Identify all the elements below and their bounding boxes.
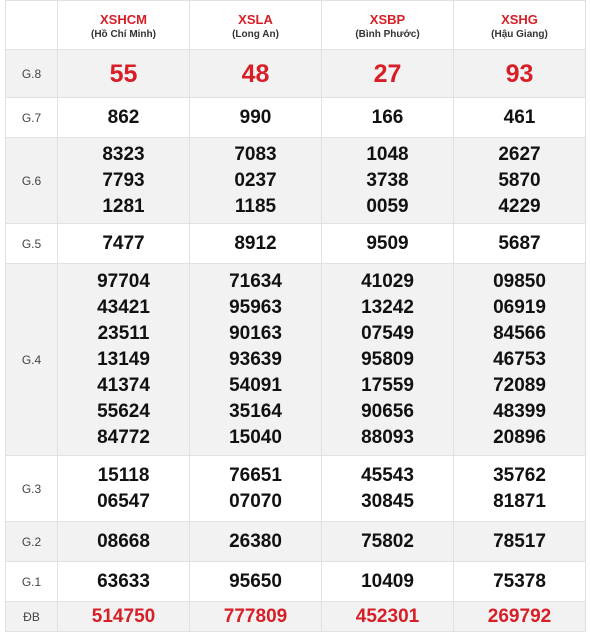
result-number: 95650 bbox=[229, 570, 282, 592]
result-number: 990 bbox=[239, 106, 272, 128]
result-cell bbox=[454, 138, 586, 224]
result-number: 06919 bbox=[493, 296, 546, 318]
result-number: 1185 bbox=[234, 195, 277, 217]
result-cell bbox=[454, 562, 586, 602]
result-cell bbox=[190, 138, 322, 224]
result-number: 84566 bbox=[493, 322, 546, 344]
result-number: 269792 bbox=[487, 605, 552, 627]
result-number: 35164 bbox=[229, 400, 282, 422]
corner-cell bbox=[6, 1, 58, 50]
result-number: 7793 bbox=[102, 169, 145, 191]
result-cell bbox=[322, 456, 454, 522]
prize-row bbox=[6, 50, 586, 98]
result-number: 97704 bbox=[97, 270, 150, 292]
province-name: (Long An) bbox=[232, 28, 279, 40]
result-cell bbox=[322, 602, 454, 632]
result-number: 5870 bbox=[498, 169, 541, 191]
prize-label: G.2 bbox=[6, 522, 58, 562]
result-number: 55624 bbox=[97, 400, 150, 422]
result-cell bbox=[454, 602, 586, 632]
result-number: 26380 bbox=[229, 530, 282, 552]
result-number: 1281 bbox=[102, 195, 145, 217]
province-name: (Hồ Chí Minh) bbox=[91, 28, 156, 40]
result-cell bbox=[454, 264, 586, 456]
result-number: 93 bbox=[505, 59, 534, 88]
result-number: 15040 bbox=[229, 426, 282, 448]
result-number: 514750 bbox=[91, 605, 156, 627]
result-cell bbox=[190, 224, 322, 264]
result-number: 90163 bbox=[229, 322, 282, 344]
province-code[interactable]: XSHCM bbox=[100, 11, 147, 27]
prize-label: G.8 bbox=[6, 50, 58, 98]
prize-row bbox=[6, 138, 586, 224]
result-cell bbox=[190, 264, 322, 456]
prize-row bbox=[6, 98, 586, 138]
result-number: 17559 bbox=[361, 374, 414, 396]
result-cell bbox=[190, 602, 322, 632]
result-number: 461 bbox=[503, 106, 536, 128]
province-code[interactable]: XSLA bbox=[238, 11, 273, 27]
result-number: 95963 bbox=[229, 296, 282, 318]
result-number: 862 bbox=[107, 106, 140, 128]
province-code[interactable]: XSHG bbox=[501, 11, 538, 27]
prize-row bbox=[6, 602, 586, 632]
result-number: 13242 bbox=[361, 296, 414, 318]
prize-label: G.1 bbox=[6, 562, 58, 602]
result-number: 09850 bbox=[493, 270, 546, 292]
result-cell bbox=[454, 456, 586, 522]
result-number: 3738 bbox=[366, 169, 409, 191]
result-number: 71634 bbox=[229, 270, 282, 292]
result-number: 08668 bbox=[97, 530, 150, 552]
prize-label: G.6 bbox=[6, 138, 58, 224]
result-number: 46753 bbox=[493, 348, 546, 370]
province-header-hcm[interactable] bbox=[58, 1, 190, 50]
results-table bbox=[5, 0, 586, 632]
result-cell bbox=[58, 50, 190, 98]
result-number: 54091 bbox=[229, 374, 282, 396]
prize-row bbox=[6, 264, 586, 456]
result-cell bbox=[58, 522, 190, 562]
result-number: 15118 bbox=[97, 464, 150, 486]
result-number: 93639 bbox=[229, 348, 282, 370]
result-number: 41374 bbox=[97, 374, 150, 396]
result-cell bbox=[322, 562, 454, 602]
result-number: 9509 bbox=[366, 232, 409, 254]
result-number: 30845 bbox=[361, 490, 414, 512]
result-cell bbox=[322, 50, 454, 98]
result-number: 23511 bbox=[97, 322, 150, 344]
result-cell bbox=[322, 522, 454, 562]
result-number: 07549 bbox=[361, 322, 414, 344]
prize-label: G.5 bbox=[6, 224, 58, 264]
result-cell bbox=[454, 98, 586, 138]
result-number: 95809 bbox=[361, 348, 414, 370]
result-cell bbox=[454, 522, 586, 562]
result-number: 10409 bbox=[361, 570, 414, 592]
result-cell bbox=[454, 50, 586, 98]
result-number: 43421 bbox=[97, 296, 150, 318]
result-number: 90656 bbox=[361, 400, 414, 422]
result-cell bbox=[58, 602, 190, 632]
result-number: 27 bbox=[373, 59, 402, 88]
result-cell bbox=[322, 224, 454, 264]
province-code[interactable]: XSBP bbox=[369, 11, 406, 27]
result-number: 452301 bbox=[355, 605, 420, 627]
result-number: 84772 bbox=[97, 426, 150, 448]
prize-row bbox=[6, 224, 586, 264]
lottery-results-panel bbox=[5, 0, 585, 632]
result-number: 48 bbox=[241, 59, 270, 88]
result-number: 06547 bbox=[97, 490, 150, 512]
result-number: 35762 bbox=[493, 464, 546, 486]
result-number: 41029 bbox=[361, 270, 414, 292]
result-number: 76651 bbox=[229, 464, 282, 486]
result-number: 55 bbox=[109, 59, 138, 88]
result-cell bbox=[190, 98, 322, 138]
prize-rows bbox=[6, 50, 586, 632]
result-number: 88093 bbox=[361, 426, 414, 448]
province-name: (Hậu Giang) bbox=[491, 28, 548, 40]
result-cell bbox=[322, 138, 454, 224]
result-number: 81871 bbox=[493, 490, 546, 512]
result-number: 75802 bbox=[361, 530, 414, 552]
prize-label: G.3 bbox=[6, 456, 58, 522]
result-number: 78517 bbox=[493, 530, 546, 552]
result-number: 5687 bbox=[498, 232, 541, 254]
prize-label: G.7 bbox=[6, 98, 58, 138]
result-number: 72089 bbox=[493, 374, 546, 396]
result-number: 7477 bbox=[102, 232, 145, 254]
result-number: 2627 bbox=[498, 143, 541, 165]
result-number: 1048 bbox=[366, 143, 409, 165]
result-number: 63633 bbox=[97, 570, 150, 592]
result-number: 13149 bbox=[97, 348, 150, 370]
result-cell bbox=[454, 224, 586, 264]
result-number: 45543 bbox=[361, 464, 414, 486]
result-cell bbox=[322, 98, 454, 138]
result-number: 75378 bbox=[493, 570, 546, 592]
result-number: 4229 bbox=[498, 195, 541, 217]
result-cell bbox=[58, 264, 190, 456]
province-header-row bbox=[6, 1, 586, 50]
prize-row bbox=[6, 522, 586, 562]
result-number: 7083 bbox=[234, 143, 277, 165]
result-number: 07070 bbox=[229, 490, 282, 512]
result-cell bbox=[190, 456, 322, 522]
result-cell bbox=[190, 562, 322, 602]
prize-label: G.4 bbox=[6, 264, 58, 456]
province-name: (Bình Phước) bbox=[355, 28, 420, 40]
prize-row bbox=[6, 456, 586, 522]
result-cell bbox=[190, 522, 322, 562]
result-cell bbox=[58, 138, 190, 224]
result-number: 20896 bbox=[493, 426, 546, 448]
province-header-hg[interactable] bbox=[454, 1, 586, 50]
result-cell bbox=[190, 50, 322, 98]
result-cell bbox=[58, 224, 190, 264]
result-number: 48399 bbox=[493, 400, 546, 422]
prize-label: ĐB bbox=[6, 602, 58, 632]
result-number: 777809 bbox=[223, 605, 288, 627]
prize-row bbox=[6, 562, 586, 602]
province-header-la[interactable] bbox=[190, 1, 322, 50]
result-number: 166 bbox=[371, 106, 404, 128]
province-header-bp[interactable] bbox=[322, 1, 454, 50]
result-number: 0059 bbox=[366, 195, 409, 217]
result-cell bbox=[58, 456, 190, 522]
result-number: 8912 bbox=[234, 232, 277, 254]
result-cell bbox=[322, 264, 454, 456]
result-number: 8323 bbox=[102, 143, 145, 165]
result-cell bbox=[58, 98, 190, 138]
result-number: 0237 bbox=[234, 169, 277, 191]
result-cell bbox=[58, 562, 190, 602]
